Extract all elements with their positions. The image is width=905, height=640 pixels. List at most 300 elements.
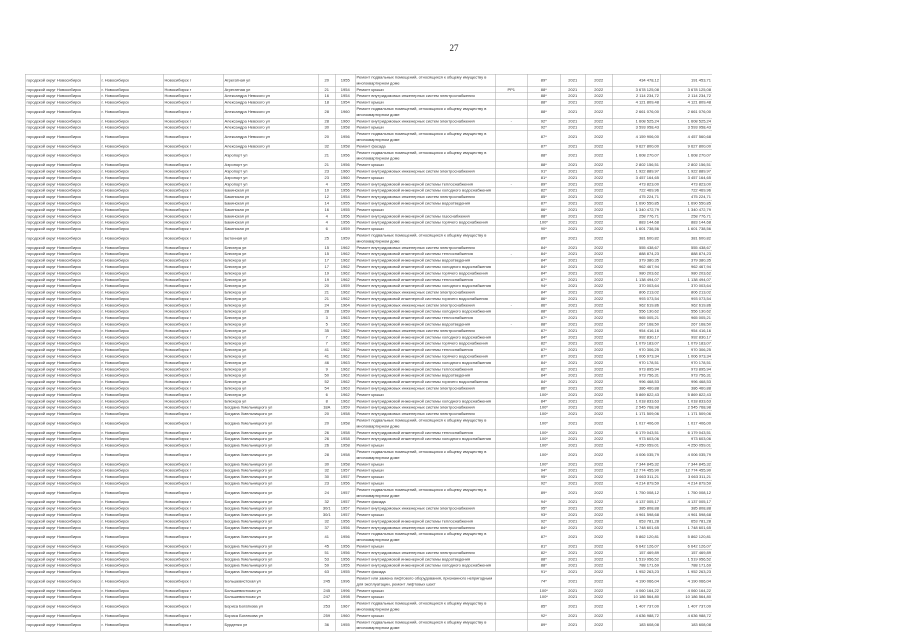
locality-cell: Новосибирск г (163, 499, 223, 505)
build-year-cell: 1957 (335, 505, 355, 511)
house-number-cell: 16 (318, 93, 335, 99)
municipality-cell: городской округ Новосибирск (25, 296, 100, 302)
year-start-cell: 2021 (560, 168, 585, 174)
year-start-cell: 2021 (560, 385, 585, 391)
year-start-cell: 2021 (560, 93, 585, 99)
settlement-cell: г. Новосибирск (100, 277, 163, 283)
table-row (25, 106, 712, 118)
cost-fund-cell: 1 750 008,12 (660, 487, 712, 499)
cost-total-cell: 157 469,89 (612, 550, 660, 556)
cost-total-cell: 475 224,71 (612, 194, 660, 200)
municipality-cell: городской округ Новосибирск (25, 194, 100, 200)
cost-fund-cell: 993 073,54 (660, 296, 712, 302)
cost-fund-cell: 3 593 958,43 (660, 124, 712, 130)
wear-percent-cell: 84* (527, 372, 560, 378)
municipality-cell: городской округ Новосибирск (25, 562, 100, 568)
house-number-cell: 30/1 (318, 512, 335, 518)
street-cell: Блюхера ул (223, 398, 318, 404)
municipality-cell: городской округ Новосибирск (25, 232, 100, 244)
build-year-cell: 1962 (335, 270, 355, 276)
year-end-cell: 2022 (585, 619, 612, 631)
municipality-cell: городской округ Новосибирск (25, 556, 100, 562)
municipality-cell: городской округ Новосибирск (25, 613, 100, 619)
settlement-cell: г. Новосибирск (100, 531, 163, 543)
house-number-cell: 30 (318, 461, 335, 467)
year-start-cell: 2021 (560, 575, 585, 587)
municipality-cell: городской округ Новосибирск (25, 347, 100, 353)
locality-cell: Новосибирск г (163, 487, 223, 499)
cost-total-cell: 2 802 156,51 (612, 162, 660, 168)
build-year-cell: 1962 (335, 340, 355, 346)
mark-cell (495, 531, 527, 543)
mark-cell: - (495, 181, 527, 187)
year-end-cell: 2022 (585, 487, 612, 499)
locality-cell: Новосибирск г (163, 404, 223, 410)
cost-total-cell: 1 407 737,00 (612, 600, 660, 612)
house-number-cell: 20 (318, 74, 335, 86)
locality-cell: Новосибирск г (163, 321, 223, 327)
year-end-cell: 2022 (585, 556, 612, 562)
mark-cell (495, 106, 527, 118)
cost-total-cell: 992 830,17 (612, 334, 660, 340)
cost-fund-cell: 5 862 120,81 (660, 531, 712, 543)
street-cell: Бакинская ул (223, 226, 318, 232)
street-cell: Блюхера ул (223, 308, 318, 314)
settlement-cell: г. Новосибирск (100, 550, 163, 556)
municipality-cell: городской округ Новосибирск (25, 404, 100, 410)
work-type-cell: Ремонт внутридомовых инженерных систем электроснабжения (355, 505, 495, 511)
wear-percent-cell: 89* (527, 181, 560, 187)
settlement-cell: г. Новосибирск (100, 118, 163, 124)
build-year-cell: 1964 (335, 302, 355, 308)
street-cell: Богдана Хмельницкого ул (223, 404, 318, 410)
year-start-cell: 2021 (560, 74, 585, 86)
municipality-cell: городской округ Новосибирск (25, 398, 100, 404)
locality-cell: Новосибирск г (163, 518, 223, 524)
locality-cell: Новосибирск г (163, 302, 223, 308)
house-number-cell: 30/1 (318, 505, 335, 511)
build-year-cell: 1955 (335, 74, 355, 86)
work-type-cell: Ремонт внутридомовой инженерной системы теплоснабжения (355, 347, 495, 353)
municipality-cell: городской округ Новосибирск (25, 143, 100, 149)
settlement-cell: г. Новосибирск (100, 512, 163, 518)
year-start-cell: 2021 (560, 315, 585, 321)
work-type-cell: Ремонт внутридомовых инженерных систем электроснабжения (355, 289, 495, 295)
street-cell: Александра Невского ул (223, 93, 318, 99)
cost-total-cell: 970 306,25 (612, 347, 660, 353)
house-number-cell: 37 (318, 525, 335, 531)
settlement-cell: г. Новосибирск (100, 347, 163, 353)
wear-percent-cell: 100* (527, 442, 560, 448)
wear-percent-cell: 100* (527, 461, 560, 467)
settlement-cell: г. Новосибирск (100, 575, 163, 587)
locality-cell: Новосибирск г (163, 505, 223, 511)
settlement-cell: г. Новосибирск (100, 302, 163, 308)
wear-percent-cell: 81* (527, 543, 560, 549)
wear-percent-cell: 90* (527, 226, 560, 232)
cost-fund-cell: 385 808,88 (660, 505, 712, 511)
year-end-cell: 2022 (585, 372, 612, 378)
work-type-cell: Ремонт внутридомовых инженерных систем электроснабжения (355, 411, 495, 417)
year-end-cell: 2022 (585, 207, 612, 213)
house-number-cell: 24 (318, 302, 335, 308)
build-year-cell: 1996 (335, 575, 355, 587)
year-end-cell: 2022 (585, 461, 612, 467)
cost-total-cell: 4 214 879,59 (612, 480, 660, 486)
year-end-cell: 2022 (585, 467, 612, 473)
locality-cell: Новосибирск г (163, 372, 223, 378)
cost-fund-cell: 1 952 263,23 (660, 569, 712, 575)
street-cell: Блюхера ул (223, 360, 318, 366)
municipality-cell: городской округ Новосибирск (25, 588, 100, 594)
build-year-cell: 1962 (335, 289, 355, 295)
year-start-cell: 2021 (560, 562, 585, 568)
year-end-cell: 2022 (585, 430, 612, 436)
build-year-cell: 1960 (335, 118, 355, 124)
cost-total-cell: 12 774 455,90 (612, 467, 660, 473)
build-year-cell: 1956 (335, 219, 355, 225)
settlement-cell: г. Новосибирск (100, 442, 163, 448)
street-cell: Блюхера ул (223, 347, 318, 353)
settlement-cell: г. Новосибирск (100, 315, 163, 321)
work-type-cell: Ремонт внутридомовой инженерной системы теплоснабжения (355, 366, 495, 372)
year-start-cell: 2021 (560, 613, 585, 619)
work-type-cell: Ремонт внутридомовой инженерной системы горячего водоснабжения (355, 353, 495, 359)
cost-total-cell: 1 750 008,12 (612, 487, 660, 499)
house-number-cell: 20 (318, 417, 335, 429)
settlement-cell: г. Новосибирск (100, 124, 163, 130)
locality-cell: Новосибирск г (163, 360, 223, 366)
house-number-cell: 247 (318, 594, 335, 600)
work-type-cell: Ремонт внутридомовой инженерной системы теплоснабжения (355, 181, 495, 187)
locality-cell: Новосибирск г (163, 334, 223, 340)
cost-fund-cell: 4 457 560,68 (660, 131, 712, 143)
year-end-cell: 2022 (585, 321, 612, 327)
mark-cell: - (495, 251, 527, 257)
locality-cell: Новосибирск г (163, 474, 223, 480)
locality-cell: Новосибирск г (163, 525, 223, 531)
cost-total-cell: 888 874,23 (612, 251, 660, 257)
street-cell: Блюхера ул (223, 296, 318, 302)
build-year-cell: 1962 (335, 251, 355, 257)
build-year-cell: 1962 (335, 328, 355, 334)
street-cell: Бориса Богаткова ул (223, 613, 318, 619)
wear-percent-cell: 88* (527, 556, 560, 562)
street-cell: Богдана Хмельницкого ул (223, 505, 318, 511)
street-cell: Бетонная ул (223, 232, 318, 244)
street-cell: Александра Невского ул (223, 118, 318, 124)
year-start-cell: 2021 (560, 467, 585, 473)
street-cell: Александра Невского ул (223, 99, 318, 105)
wear-percent-cell: 92* (527, 613, 560, 619)
cost-fund-cell: 6 642 126,07 (660, 543, 712, 549)
cost-fund-cell: 1 018 833,63 (660, 398, 712, 404)
wear-percent-cell: 88* (527, 308, 560, 314)
year-end-cell: 2022 (585, 392, 612, 398)
build-year-cell: 1962 (335, 321, 355, 327)
year-start-cell: 2021 (560, 353, 585, 359)
year-end-cell: 2022 (585, 106, 612, 118)
municipality-cell: городской округ Новосибирск (25, 74, 100, 86)
build-year-cell: 1958 (335, 143, 355, 149)
cost-fund-cell: 4 250 059,01 (660, 442, 712, 448)
house-number-cell: 8 (318, 398, 335, 404)
street-cell: Богдана Хмельницкого ул (223, 487, 318, 499)
locality-cell: Новосибирск г (163, 613, 223, 619)
street-cell: Блюхера ул (223, 257, 318, 263)
locality-cell: Новосибирск г (163, 531, 223, 543)
street-cell: Богдана Хмельницкого ул (223, 411, 318, 417)
house-number-cell: 26 (318, 436, 335, 442)
year-start-cell: 2021 (560, 480, 585, 486)
year-end-cell: 2022 (585, 404, 612, 410)
cost-total-cell: 965 005,21 (612, 315, 660, 321)
table-scale-wrapper (25, 74, 712, 632)
wear-percent-cell: 94* (527, 467, 560, 473)
cost-fund-cell: 954 416,16 (660, 328, 712, 334)
cost-total-cell: 4 190 066,04 (612, 575, 660, 587)
year-start-cell: 2021 (560, 366, 585, 372)
cost-fund-cell: 475 224,71 (660, 194, 712, 200)
cost-fund-cell: 2 114 234,72 (660, 93, 712, 99)
cost-fund-cell: 556 130,62 (660, 308, 712, 314)
year-start-cell: 2021 (560, 411, 585, 417)
year-end-cell: 2022 (585, 334, 612, 340)
cost-total-cell: 183 608,08 (612, 619, 660, 631)
work-type-cell: Ремонт крыши (355, 162, 495, 168)
year-start-cell: 2021 (560, 347, 585, 353)
street-cell: Аэропорт ул (223, 150, 318, 162)
street-cell: Богдана Хмельницкого ул (223, 430, 318, 436)
municipality-cell: городской округ Новосибирск (25, 315, 100, 321)
work-type-cell: Ремонт внутридомовой инженерной системы теплоснабжения (355, 518, 495, 524)
build-year-cell: 1956 (335, 518, 355, 524)
locality-cell: Новосибирск г (163, 315, 223, 321)
build-year-cell: 1962 (335, 257, 355, 263)
house-number-cell: 26 (318, 442, 335, 448)
year-start-cell: 2021 (560, 436, 585, 442)
build-year-cell: 1955 (335, 207, 355, 213)
build-year-cell: 1962 (335, 353, 355, 359)
year-start-cell: 2021 (560, 213, 585, 219)
settlement-cell: г. Новосибирск (100, 461, 163, 467)
cost-fund-cell: 4 006 035,79 (660, 449, 712, 461)
cost-fund-cell: 722 469,96 (660, 187, 712, 193)
table-body (25, 74, 712, 631)
table-row (25, 619, 712, 631)
wear-percent-cell: 87* (527, 347, 560, 353)
street-cell: Богдана Хмельницкого ул (223, 461, 318, 467)
settlement-cell: г. Новосибирск (100, 379, 163, 385)
build-year-cell: 1998 (335, 594, 355, 600)
mark-cell (495, 575, 527, 587)
year-start-cell: 2021 (560, 257, 585, 263)
municipality-cell: городской округ Новосибирск (25, 392, 100, 398)
work-type-cell: Ремонт внутридомовой инженерной системы водоотведения (355, 200, 495, 206)
locality-cell: Новосибирск г (163, 99, 223, 105)
year-end-cell: 2022 (585, 226, 612, 232)
build-year-cell: 1960 (335, 175, 355, 181)
house-number-cell: 21 (318, 150, 335, 162)
work-type-cell: Ремонт внутридомовой инженерной системы холодного водоснабжения (355, 360, 495, 366)
work-type-cell: Ремонт подвальных помещений, относящихся к общему имуществу в многоквартирном доме (355, 531, 495, 543)
locality-cell: Новосибирск г (163, 251, 223, 257)
year-end-cell: 2022 (585, 257, 612, 263)
municipality-cell: городской округ Новосибирск (25, 430, 100, 436)
house-number-cell: 12 (318, 194, 335, 200)
work-type-cell: Ремонт внутридомовых инженерных систем электроснабжения (355, 404, 495, 410)
table-row (25, 417, 712, 429)
street-cell: Бакинская ул (223, 219, 318, 225)
cost-fund-cell: 4 214 879,59 (660, 480, 712, 486)
year-end-cell: 2022 (585, 347, 612, 353)
cost-fund-cell: 1 079 183,07 (660, 340, 712, 346)
year-end-cell: 2022 (585, 283, 612, 289)
year-start-cell: 2021 (560, 251, 585, 257)
work-type-cell: Ремонт внутридомовой инженерной системы холодного водоснабжения (355, 398, 495, 404)
street-cell: Александра Невского ул (223, 143, 318, 149)
cost-fund-cell: 1 608 525,24 (660, 118, 712, 124)
cost-fund-cell: 1 519 956,52 (660, 556, 712, 562)
street-cell: Блюхера ул (223, 289, 318, 295)
year-end-cell: 2022 (585, 213, 612, 219)
work-type-cell: Ремонт внутридомовой инженерной системы теплоснабжения (355, 430, 495, 436)
build-year-cell: 1958 (335, 436, 355, 442)
build-year-cell: 1959 (335, 232, 355, 244)
municipality-cell: городской округ Новосибирск (25, 162, 100, 168)
work-type-cell: Ремонт крыши (355, 480, 495, 486)
municipality-cell: городской округ Новосибирск (25, 512, 100, 518)
wear-percent-cell: 84* (527, 264, 560, 270)
street-cell: Богдана Хмельницкого ул (223, 512, 318, 518)
municipality-cell: городской округ Новосибирск (25, 289, 100, 295)
house-number-cell: 51 (318, 550, 335, 556)
cost-total-cell: 370 003,64 (612, 283, 660, 289)
year-start-cell: 2021 (560, 124, 585, 130)
year-end-cell: 2022 (585, 379, 612, 385)
cost-fund-cell: 10 186 564,80 (660, 594, 712, 600)
cost-fund-cell: 888 874,23 (660, 251, 712, 257)
work-type-cell: Ремонт внутридомовой инженерной системы теплоснабжения (355, 277, 495, 283)
cost-total-cell: 4 006 035,79 (612, 449, 660, 461)
build-year-cell: 1957 (335, 512, 355, 518)
wear-percent-cell: 82* (527, 187, 560, 193)
wear-percent-cell: 89* (527, 74, 560, 86)
street-cell: Александра Невского ул (223, 106, 318, 118)
cost-total-cell: 1 171 509,06 (612, 411, 660, 417)
year-start-cell: 2021 (560, 99, 585, 105)
mark-cell: - (495, 302, 527, 308)
wear-percent-cell: 87* (527, 328, 560, 334)
build-year-cell: 1956 (335, 531, 355, 543)
cost-total-cell: 1 519 956,52 (612, 556, 660, 562)
house-number-cell: 20 (318, 131, 335, 143)
street-cell: Блюхера ул (223, 302, 318, 308)
year-start-cell: 2021 (560, 379, 585, 385)
settlement-cell: г. Новосибирск (100, 525, 163, 531)
cost-total-cell: 1 006 973,34 (612, 353, 660, 359)
year-end-cell: 2022 (585, 474, 612, 480)
mark-cell (495, 417, 527, 429)
year-start-cell: 2021 (560, 518, 585, 524)
work-type-cell: Ремонт внутридомовой инженерной системы теплоснабжения (355, 251, 495, 257)
work-type-cell: Ремонт крыши (355, 512, 495, 518)
cost-fund-cell: 962 619,86 (660, 302, 712, 308)
build-year-cell: 1958 (335, 449, 355, 461)
work-type-cell: Ремонт внутридомовой инженерной системы холодного водоснабжения (355, 264, 495, 270)
cost-fund-cell: 2 545 768,98 (660, 404, 712, 410)
street-cell: Блюхера ул (223, 372, 318, 378)
wear-percent-cell: 84* (527, 257, 560, 263)
year-start-cell: 2021 (560, 461, 585, 467)
year-start-cell: 2021 (560, 207, 585, 213)
build-year-cell: 1959 (335, 404, 355, 410)
house-number-cell: 63 (318, 569, 335, 575)
build-year-cell: 1996 (335, 588, 355, 594)
locality-cell: Новосибирск г (163, 289, 223, 295)
build-year-cell: 1958 (335, 411, 355, 417)
year-end-cell: 2022 (585, 187, 612, 193)
year-end-cell: 2022 (585, 289, 612, 295)
house-number-cell: 32 (318, 467, 335, 473)
wear-percent-cell: 87* (527, 200, 560, 206)
year-start-cell: 2021 (560, 87, 585, 93)
table-row (25, 449, 712, 461)
work-type-cell: Ремонт крыши (355, 87, 495, 93)
locality-cell: Новосибирск г (163, 385, 223, 391)
settlement-cell: г. Новосибирск (100, 232, 163, 244)
build-year-cell: 1962 (335, 334, 355, 340)
house-number-cell: 28 (318, 106, 335, 118)
work-type-cell: Ремонт подвальных помещений, относящихся к общему имуществу в многоквартирном доме (355, 417, 495, 429)
work-type-cell: Ремонт подвальных помещений, относящихся к общему имуществу в многоквартирном доме (355, 449, 495, 461)
year-end-cell: 2022 (585, 251, 612, 257)
work-type-cell: Ремонт внутридомовых инженерных систем электроснабжения (355, 118, 495, 124)
settlement-cell: г. Новосибирск (100, 143, 163, 149)
settlement-cell: г. Новосибирск (100, 430, 163, 436)
wear-percent-cell: 92* (527, 480, 560, 486)
house-number-cell: 54 (318, 385, 335, 391)
wear-percent-cell: 87* (527, 277, 560, 283)
year-end-cell: 2022 (585, 143, 612, 149)
municipality-cell: городской округ Новосибирск (25, 575, 100, 587)
municipality-cell: городской округ Новосибирск (25, 175, 100, 181)
year-start-cell: 2021 (560, 334, 585, 340)
build-year-cell: 1962 (335, 379, 355, 385)
locality-cell: Новосибирск г (163, 347, 223, 353)
work-type-cell: Ремонт внутридомовой инженерной системы горячего водоснабжения (355, 219, 495, 225)
municipality-cell: городской округ Новосибирск (25, 436, 100, 442)
municipality-cell: городской округ Новосибирск (25, 226, 100, 232)
locality-cell: Новосибирск г (163, 168, 223, 174)
settlement-cell: г. Новосибирск (100, 366, 163, 372)
municipality-cell: городской округ Новосибирск (25, 569, 100, 575)
wear-percent-cell: 84* (527, 360, 560, 366)
locality-cell: Новосибирск г (163, 257, 223, 263)
cost-fund-cell: 4 060 164,22 (660, 588, 712, 594)
year-start-cell: 2021 (560, 232, 585, 244)
year-start-cell: 2021 (560, 150, 585, 162)
build-year-cell: 1956 (335, 187, 355, 193)
street-cell: Богдана Хмельницкого ул (223, 525, 318, 531)
settlement-cell: г. Новосибирск (100, 321, 163, 327)
street-cell: Богдана Хмельницкого ул (223, 449, 318, 461)
year-end-cell: 2022 (585, 512, 612, 518)
municipality-cell: городской округ Новосибирск (25, 550, 100, 556)
wear-percent-cell: 100* (527, 449, 560, 461)
settlement-cell: г. Новосибирск (100, 518, 163, 524)
work-type-cell: Ремонт крыши (355, 474, 495, 480)
